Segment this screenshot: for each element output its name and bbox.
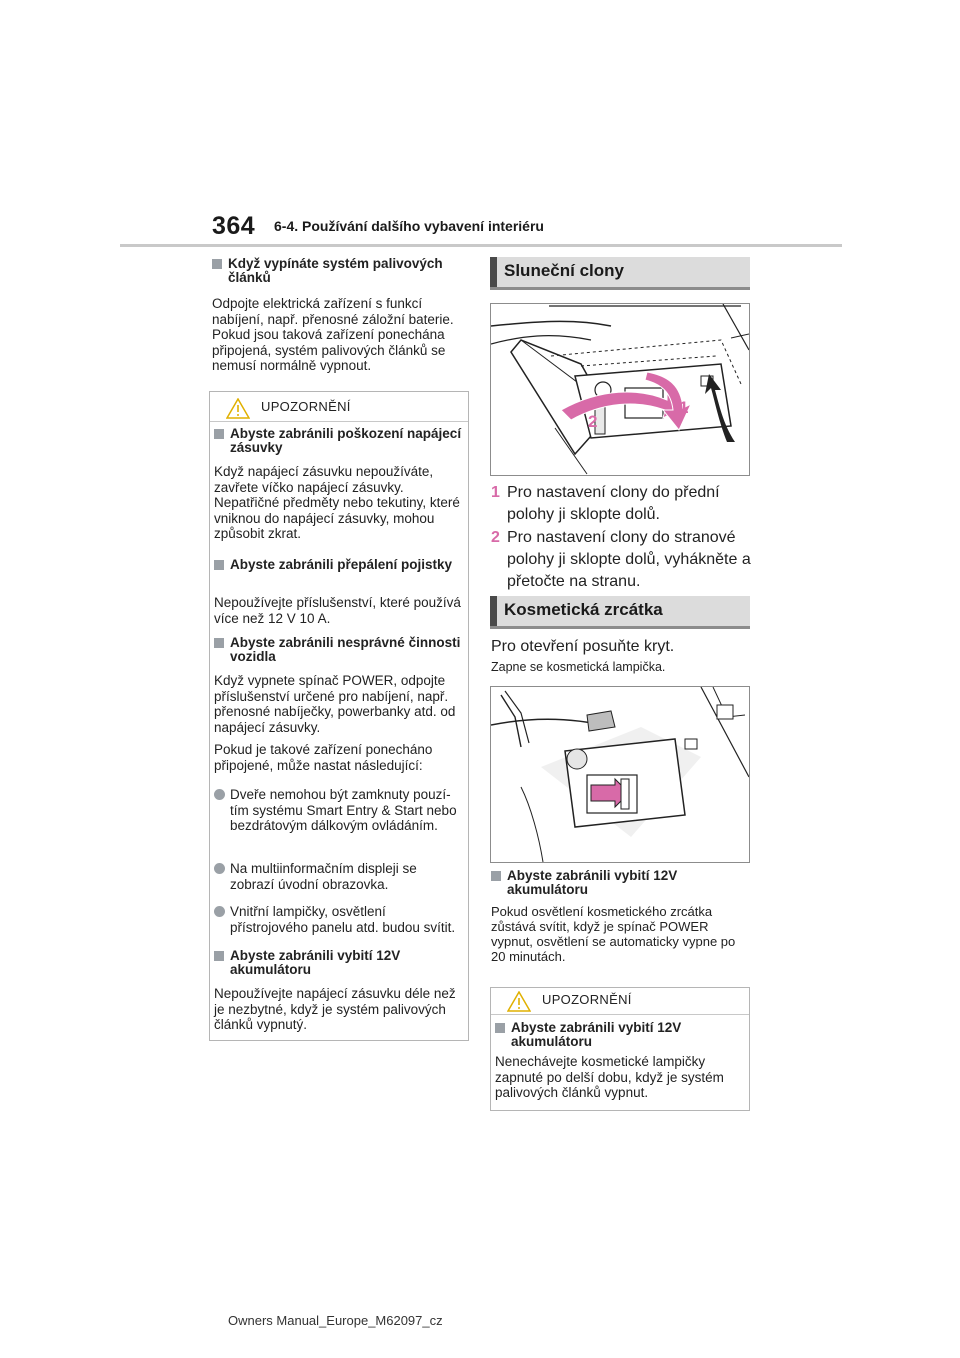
figure-label-2: 2 [588,412,598,431]
circle-bullet-icon [214,906,225,917]
warning-text-socket: Když napájecí zásuvku nepoužíváte, zavřete víčko napájecí zásuvky. Nepatřičné předměty nebo tekutiny, které vniknou do napájecí zásuvky, mohou způsobit zkrat. [214,464,460,541]
mirror-battery-text: Pokud osvětlení kosmetického zrcátka zůstává svítit, když je spínač POWER vypnut, osvětlení se automaticky vypne po 20 minutách. [491,904,736,964]
circle-bullet-icon [214,789,225,800]
square-bullet-icon [491,871,501,881]
footer-text: Owners Manual_Europe_M62097_cz [228,1313,443,1328]
vanity-mirror-drawing [491,687,749,862]
warning-box-left [209,391,469,1041]
square-bullet-icon [214,951,224,961]
sun-visor-drawing [491,304,749,475]
warning-text-battery: Nepoužívejte napájecí zásuvku déle než je nezbytné, když je systém palivových článků vypnutý. [214,986,456,1032]
warning-triangle-icon [507,991,531,1012]
intro-text: Odpojte elektrická zařízení s funkcí nabíjení, např. přenosné záložní baterie. Pokud jsou taková zařízení ponechána připojená, systém palivových článků se nemusí normálně vypnout. [212,296,454,373]
square-bullet-icon [214,638,224,648]
section-sun-visors: Sluneční clony [490,257,750,290]
circle-bullet-icon [214,863,225,874]
list-item: Vnitřní lampičky, osvětlení přístrojového panelu atd. budou svítit. [214,904,464,935]
warning-label: UPOZORNĚNÍ [542,992,632,1007]
warning-text-vehicle-a: Když vypnete spínač POWER, odpojte příslušenství určené pro nabíjení, např. přenosné nabíječky, powerbanky atd. od napájecí zásuvky. [214,673,456,735]
warning-heading-battery: Abyste zabránili vybití 12V akumulátoru [214,949,464,977]
square-bullet-icon [214,560,224,570]
warning-box-right [490,987,750,1111]
page-number: 364 [212,212,256,240]
warning-triangle-icon [226,398,250,419]
step-item: 2 Pro nastavení clony do stranové polohy ji sklopte dolů, vyhákněte a přetočte na stranu. [491,529,751,590]
warning-label: UPOZORNĚNÍ [261,399,351,414]
vanity-mirror-illustration [490,686,750,863]
warning-divider [210,421,468,422]
section-marker [490,596,497,626]
header-divider [120,244,842,247]
section-vanity-mirrors: Kosmetická zrcátka [490,596,750,629]
sun-visor-illustration [490,303,750,476]
warning-heading-fuse: Abyste zabránili přepálení pojistky [214,558,464,572]
warning-divider [491,1014,749,1015]
warning-heading-battery-right: Abyste zabránili vybití 12V akumulátoru [495,1021,745,1049]
intro-heading: Když vypínáte systém palivových článků [212,257,467,285]
list-item: Na multiinformačním displeji se zobrazí úvodní obrazovka. [214,861,464,892]
mirror-subtext: Zapne se kosmetická lampička. [491,660,666,674]
square-bullet-icon [214,429,224,439]
warning-heading-vehicle: Abyste zabránili nesprávné činnosti vozidla [214,636,464,664]
mirror-instruction: Pro otevření posuňte kryt. [491,638,675,655]
step-item: 1 Pro nastavení clony do přední polohy ji sklopte dolů. [491,484,720,523]
figure-label-1: 1 [679,398,689,417]
square-bullet-icon [495,1023,505,1033]
mirror-battery-heading: Abyste zabránili vybití 12V akumulátoru [491,869,751,897]
square-bullet-icon [212,259,222,269]
chapter-title: 6-4. Používání dalšího vybavení interiéru [274,218,544,234]
warning-heading-socket: Abyste zabránili poškození napájecí zásuvky [214,427,464,455]
list-item: Dveře nemohou být zamknuty pouzítím systému Smart Entry & Start nebo bezdrátovým dálkovým ovládáním. [214,787,464,834]
warning-text-vehicle-b: Pokud je takové zařízení ponecháno připojené, může nastat následující: [214,742,433,773]
section-marker [490,257,497,287]
warning-text-fuse: Nepoužívejte příslušenství, které používá více než 12 V 10 A. [214,595,461,626]
warning-text-battery-right: Nenechávejte kosmetické lampičky zapnuté po delší dobu, když je systém palivových článků vypnut. [495,1054,724,1100]
